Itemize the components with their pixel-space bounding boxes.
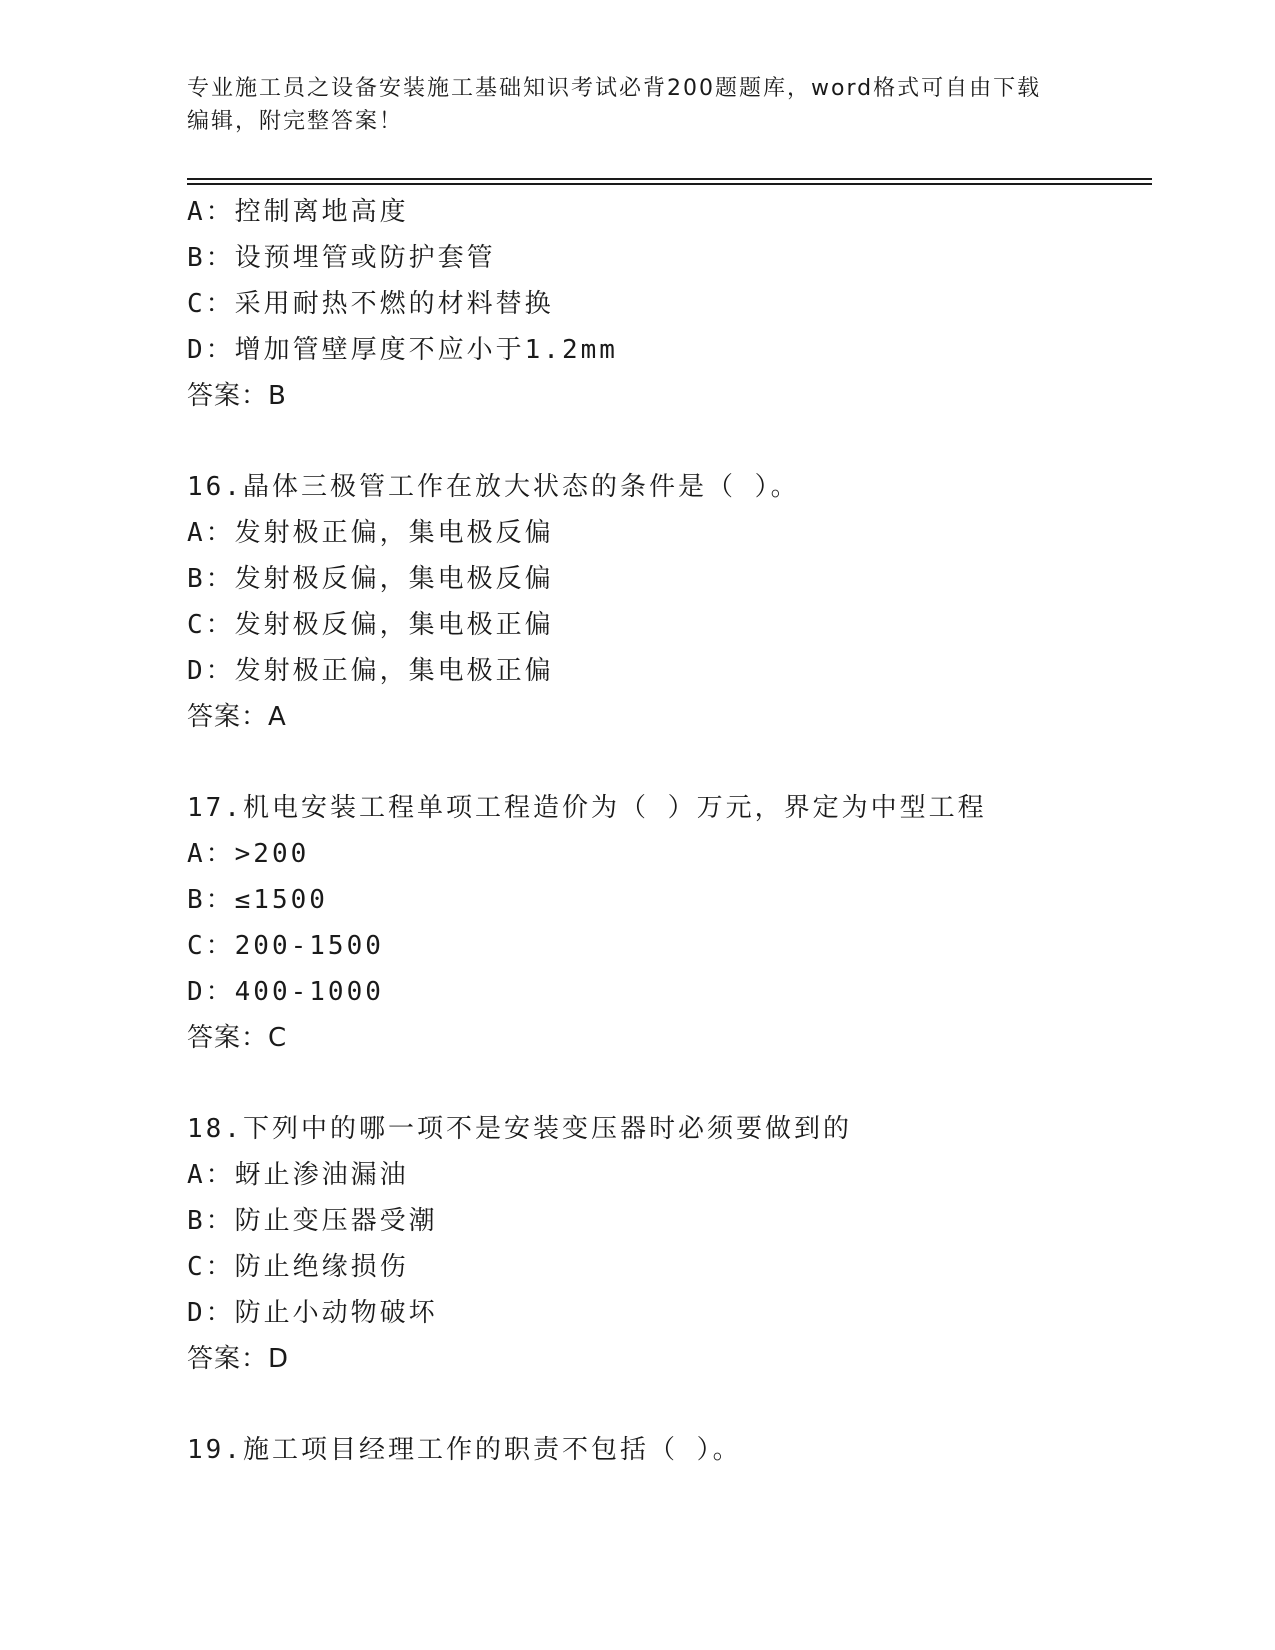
question-18 <box>187 1106 1167 1382</box>
question-16 <box>187 464 1167 740</box>
option-c: C：发射极反偏，集电极正偏 <box>187 610 554 640</box>
answer: 答案：D <box>187 1344 290 1374</box>
question-19 <box>187 1427 1167 1473</box>
option-b: B：≤1500 <box>187 885 328 915</box>
answer: 答案：C <box>187 1023 288 1053</box>
option-a: A：蚜止渗油漏油 <box>187 1160 409 1190</box>
option-b: B：防止变压器受潮 <box>187 1206 438 1236</box>
option-d: D：防止小动物破坏 <box>187 1298 438 1328</box>
option-d: D：增加管壁厚度不应小于1.2mm <box>187 335 618 365</box>
question-text: 17.机电安装工程单项工程造价为（ ）万元，界定为中型工程 <box>187 793 987 823</box>
option-d: D：发射极正偏，集电极正偏 <box>187 656 554 686</box>
question-text: 19.施工项目经理工作的职责不包括（ ）。 <box>187 1435 742 1465</box>
option-c: C：防止绝缘损伤 <box>187 1252 409 1282</box>
question-text: 16.晶体三极管工作在放大状态的条件是（ ）。 <box>187 472 800 502</box>
option-a: A：>200 <box>187 839 310 869</box>
question-17 <box>187 785 1167 1061</box>
document-header <box>187 72 1087 138</box>
option-d: D：400-1000 <box>187 977 384 1007</box>
answer: 答案：B <box>187 381 287 411</box>
option-b: B：发射极反偏，集电极反偏 <box>187 564 554 594</box>
option-a: A：发射极正偏，集电极反偏 <box>187 518 554 548</box>
option-b: B：设预埋管或防护套管 <box>187 243 496 273</box>
header-divider-bottom <box>187 183 1152 185</box>
option-c: C：采用耐热不燃的材料替换 <box>187 289 554 319</box>
answer: 答案：A <box>187 702 287 732</box>
question-text: 18.下列中的哪一项不是安装变压器时必须要做到的 <box>187 1114 852 1144</box>
option-a: A：控制离地高度 <box>187 197 409 227</box>
header-title-line-1: 专业施工员之设备安装施工基础知识考试必背200题题库，word格式可自由下载 <box>187 76 1042 101</box>
question-15-tail <box>187 189 1167 419</box>
option-c: C：200-1500 <box>187 931 384 961</box>
question-list <box>187 189 1167 1473</box>
header-title-line-2: 编辑，附完整答案！ <box>187 109 404 134</box>
header-divider-top <box>187 178 1152 180</box>
